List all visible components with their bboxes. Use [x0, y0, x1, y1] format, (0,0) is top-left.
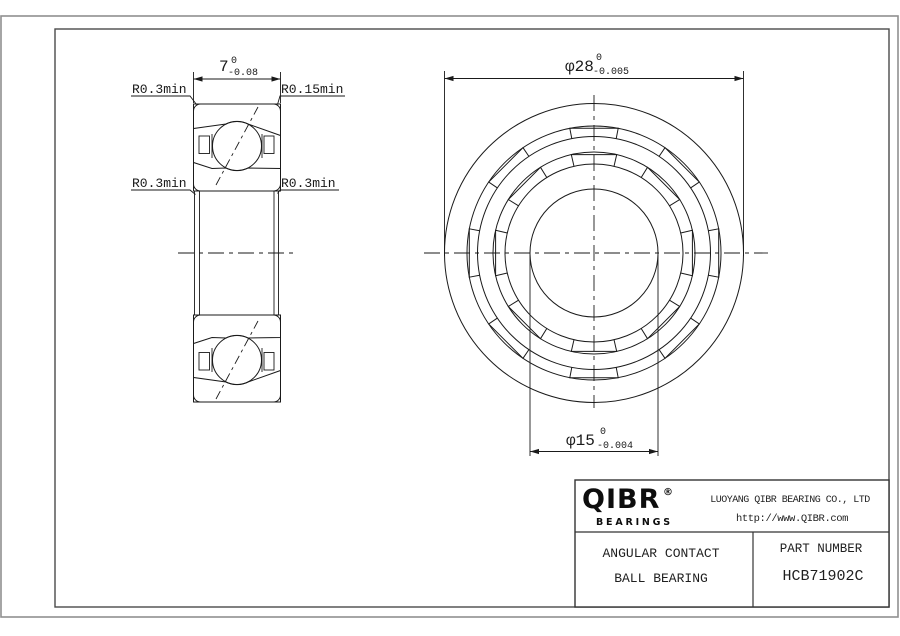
- width-dim-tol-upper: 0: [231, 56, 238, 67]
- svg-text:R0.3min: R0.3min: [132, 82, 187, 97]
- section-upper-half: [194, 104, 281, 191]
- outer-ring-section: [194, 371, 281, 403]
- company-website: http://www.QIBR.com: [735, 513, 849, 525]
- radius-label-outer-top-right: [278, 82, 346, 105]
- svg-text:R0.3min: R0.3min: [281, 176, 336, 191]
- cage-section-left: [199, 136, 210, 154]
- dim-arrow-right: [272, 76, 281, 81]
- cage-section-left: [199, 353, 210, 371]
- dim-arrow-left: [530, 449, 539, 454]
- part-number-value: HCB71902C: [782, 568, 864, 585]
- inner-ring-section: [194, 163, 281, 192]
- product-name-line2: BALL BEARING: [614, 571, 708, 586]
- upper-body-outline: [194, 104, 281, 191]
- radius-label-inner-right: [278, 176, 340, 194]
- bore-lines: [195, 191, 279, 315]
- front-view: [424, 95, 768, 408]
- bore-dim-value: φ15: [566, 432, 595, 450]
- ball-pocket: [641, 167, 680, 206]
- brand-logo: [582, 484, 673, 528]
- dim-arrow-right: [649, 449, 658, 454]
- section-lower-half: [194, 315, 281, 402]
- radius-label-outer-top-left: [131, 82, 197, 105]
- od-dim-tol-lower: -0.005: [593, 67, 630, 78]
- company-name: LUOYANG QIBR BEARING CO., LTD: [710, 495, 870, 506]
- leader-line: [131, 96, 197, 105]
- svg-text:R0.3min: R0.3min: [132, 176, 187, 191]
- width-dim-tol-lower: -0.08: [228, 68, 259, 79]
- product-name-line1: ANGULAR CONTACT: [602, 546, 720, 561]
- svg-text:R0.15min: R0.15min: [281, 82, 344, 97]
- registered-mark-icon: ®: [663, 487, 673, 498]
- cage-section-right: [264, 353, 274, 371]
- section-view: [178, 104, 294, 402]
- ball-pocket: [508, 300, 547, 339]
- inner-ring-section: [194, 315, 281, 344]
- radius-label-inner-left: [131, 176, 196, 195]
- contact-angle-line: [216, 107, 258, 185]
- bore-dim-tol-lower: -0.004: [597, 441, 634, 452]
- contact-angle-line: [216, 321, 258, 399]
- dim-arrow-left: [194, 76, 203, 81]
- title-block: [575, 480, 889, 607]
- od-dim-value: φ28: [565, 58, 594, 76]
- width-dim-value: 7: [219, 58, 229, 76]
- section-view-dimensions: [131, 56, 345, 195]
- dim-arrow-left: [445, 76, 454, 81]
- outer-ring-section: [194, 104, 281, 136]
- logo-text: QIBR: [582, 484, 661, 515]
- lower-body-outline: [194, 315, 281, 402]
- ball-pocket: [508, 167, 547, 206]
- dim-arrow-right: [735, 76, 744, 81]
- width-dimension: [194, 56, 281, 103]
- ball-pocket: [641, 300, 680, 339]
- od-dim-tol-upper: 0: [596, 53, 603, 64]
- leader-line: [278, 96, 346, 105]
- cage-section-right: [264, 136, 274, 154]
- part-number-label: PART NUMBER: [779, 542, 863, 556]
- bore-dim-tol-upper: 0: [600, 427, 607, 438]
- logo-subtext: BEARINGS: [596, 517, 673, 528]
